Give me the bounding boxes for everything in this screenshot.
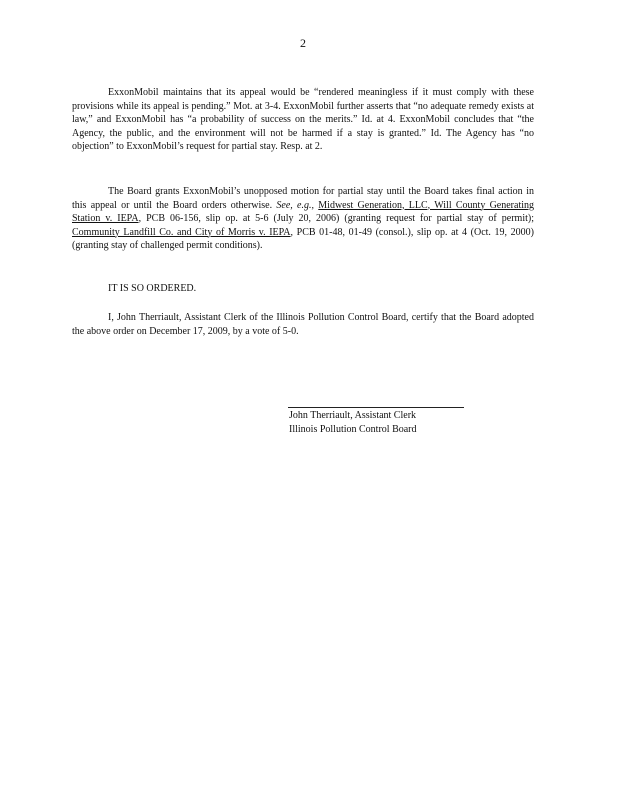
page-number: 2 (300, 36, 306, 50)
citation-text-1: , PCB 06-156, slip op. at 5-6 (July 20, 2006) (granting request for partial stay of permit); (138, 213, 534, 224)
case-citation-midwest: Midwest Generation, LLC, Will County Generating Station v. IEPA (72, 199, 535, 224)
signer-name: John Therriault, Assistant Clerk (289, 410, 417, 421)
paragraph-board-grants (72, 185, 534, 253)
citation-text-2: , PCB 01-48, 01-49 (consol.), slip op. at 4 (Oct. 19, 2000) (granting stay of challenged permit conditions). (72, 226, 534, 251)
paragraph-exxon-argument: ExxonMobil maintains that its appeal would be “rendered meaningless if it must comply with these provisions while its appeal is pending.” Mot. at 3-4. ExxonMobil further asserts that “no adequate remedy exists at law,” and ExxonMobil has “a probability of success on the merits.” Id. at 4. ExxonMobil concludes that “the Agency, the public, and the environment will not be harmed if a stay is granted.” Id. The Agency has “no objection” to ExxonMobil’s request for partial stay. Resp. at 2. (72, 87, 534, 152)
signature-block (289, 409, 417, 436)
board-grants-text: The Board grants ExxonMobil’s unopposed motion for partial stay until the Board takes final action in this appeal or until the Board orders otherwise. (72, 186, 534, 211)
order-statement: IT IS SO ORDERED. (108, 283, 197, 294)
citation-signal: See, e.g., (276, 199, 314, 211)
clerk-certification: I, John Therriault, Assistant Clerk of the Illinois Pollution Control Board, certify that the Board adopted the above order on December 17, 2009, by a vote of 5-0. (72, 312, 534, 337)
signature-line (288, 407, 464, 408)
signer-organization: Illinois Pollution Control Board (289, 423, 417, 435)
case-citation-community-landfill: Community Landfill Co. and City of Morris v. IEPA (72, 226, 291, 238)
